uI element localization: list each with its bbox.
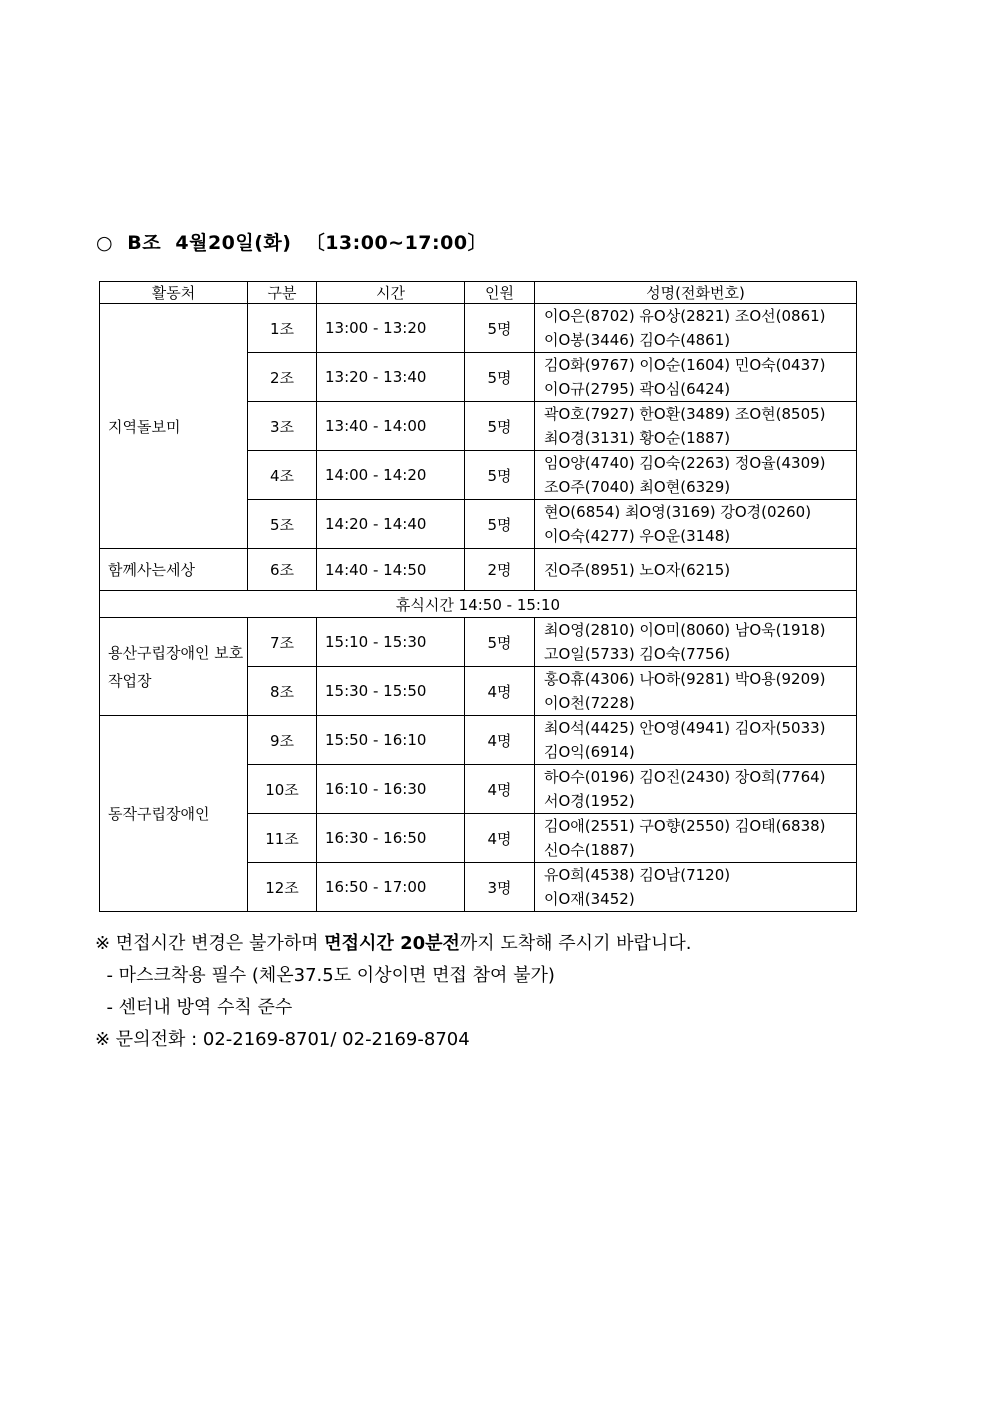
time-cell: 15:10 - 15:30 [317, 618, 465, 667]
names-line: 홍O휴(4306) 나O하(9281) 박O용(9209) [544, 670, 826, 688]
time-cell: 14:00 - 14:20 [317, 451, 465, 500]
time-cell: 13:20 - 13:40 [317, 353, 465, 402]
group-cell: 1조 [248, 304, 317, 353]
names-line: 서O경(1952) [544, 792, 635, 810]
names-line: 조O주(7040) 최O현(6329) [544, 478, 731, 496]
group-cell: 4조 [248, 451, 317, 500]
names-line: 곽O호(7927) 한O환(3489) 조O현(8505) [544, 405, 826, 423]
header-count: 인원 [465, 282, 535, 304]
count-cell: 4명 [465, 814, 535, 863]
time-cell: 16:30 - 16:50 [317, 814, 465, 863]
names-line: 이O천(7228) [544, 694, 635, 712]
break-time: 휴식시간 14:50 - 15:10 [100, 591, 857, 618]
names-line: 이O재(3452) [544, 890, 635, 908]
names-cell [535, 402, 857, 451]
group-cell: 6조 [248, 549, 317, 591]
count-cell: 5명 [465, 304, 535, 353]
names-cell [535, 304, 857, 353]
time-cell: 15:30 - 15:50 [317, 667, 465, 716]
names-cell [535, 863, 857, 912]
count-cell: 5명 [465, 353, 535, 402]
names-line: 임O양(4740) 김O숙(2263) 정O율(4309) [544, 454, 826, 472]
names-cell [535, 618, 857, 667]
table-row [100, 618, 857, 667]
place-cell: 함께사는세상 [100, 549, 248, 591]
count-cell: 5명 [465, 402, 535, 451]
header-names: 성명(전화번호) [535, 282, 857, 304]
names-cell [535, 814, 857, 863]
group-cell: 12조 [248, 863, 317, 912]
schedule-table [99, 281, 857, 912]
header-time: 시간 [317, 282, 465, 304]
group-cell: 11조 [248, 814, 317, 863]
names-line: 김O화(9767) 이O순(1604) 민O숙(0437) [544, 356, 826, 374]
names-cell [535, 765, 857, 814]
time-cell: 13:00 - 13:20 [317, 304, 465, 353]
table-row [100, 716, 857, 765]
time-cell: 16:50 - 17:00 [317, 863, 465, 912]
count-cell: 4명 [465, 667, 535, 716]
names-line: 김O익(6914) [544, 743, 635, 761]
note-interview-time: ※ 면접시간 변경은 불가하며 면접시간 20분전까지 도착해 주시기 바랍니다. [95, 933, 692, 954]
names-cell: 진O주(8951) 노O자(6215) [535, 549, 857, 591]
table-row [100, 304, 857, 353]
time-cell: 13:40 - 14:00 [317, 402, 465, 451]
count-cell: 2명 [465, 549, 535, 591]
table-row [100, 549, 857, 591]
names-cell [535, 667, 857, 716]
names-line: 유O희(4538) 김O남(7120) [544, 866, 731, 884]
place-cell: 동작구립장애인 [100, 716, 248, 912]
names-cell [535, 353, 857, 402]
count-cell: 5명 [465, 500, 535, 549]
names-line: 최O석(4425) 안O영(4941) 김O자(5033) [544, 719, 826, 737]
note-quarantine: - 센터내 방역 수칙 준수 [95, 997, 293, 1018]
group-cell: 3조 [248, 402, 317, 451]
names-cell [535, 451, 857, 500]
place-cell: 용산구립장애인 보호작업장 [100, 618, 248, 716]
group-cell: 2조 [248, 353, 317, 402]
names-line: 이O은(8702) 유O상(2821) 조O선(0861) [544, 307, 826, 325]
break-row [100, 591, 857, 618]
table-header [100, 282, 857, 304]
names-line: 신O수(1887) [544, 841, 635, 859]
notes-section [95, 928, 691, 1056]
names-line: 이O규(2795) 곽O심(6424) [544, 380, 731, 398]
group-cell: 7조 [248, 618, 317, 667]
names-line: 이O숙(4277) 우O운(3148) [544, 527, 731, 545]
group-cell: 9조 [248, 716, 317, 765]
names-line: 현O(6854) 최O영(3169) 강O경(0260) [544, 503, 812, 521]
place-cell: 지역돌보미 [100, 304, 248, 549]
note-mask: - 마스크착용 필수 (체온37.5도 이상이면 면접 참여 불가) [95, 965, 555, 986]
time-cell: 14:20 - 14:40 [317, 500, 465, 549]
names-line: 김O애(2551) 구O향(2550) 김O태(6838) [544, 817, 826, 835]
names-cell [535, 716, 857, 765]
count-cell: 3명 [465, 863, 535, 912]
time-cell: 14:40 - 14:50 [317, 549, 465, 591]
names-line: 고O일(5733) 김O숙(7756) [544, 645, 731, 663]
names-cell [535, 500, 857, 549]
group-cell: 10조 [248, 765, 317, 814]
count-cell: 5명 [465, 451, 535, 500]
count-cell: 4명 [465, 765, 535, 814]
note-emphasis: 면접시간 20분전 [324, 933, 460, 954]
names-line: 최O경(3131) 황O순(1887) [544, 429, 731, 447]
names-line: 최O영(2810) 이O미(8060) 남O욱(1918) [544, 621, 826, 639]
header-group: 구분 [248, 282, 317, 304]
note-contact: ※ 문의전화 : 02-2169-8701/ 02-2169-8704 [95, 1029, 470, 1050]
header-place: 활동처 [100, 282, 248, 304]
names-line: 이O봉(3446) 김O수(4861) [544, 331, 731, 349]
count-cell: 5명 [465, 618, 535, 667]
group-cell: 5조 [248, 500, 317, 549]
count-cell: 4명 [465, 716, 535, 765]
time-cell: 15:50 - 16:10 [317, 716, 465, 765]
names-line: 하O수(0196) 김O진(2430) 장O희(7764) [544, 768, 826, 786]
time-cell: 16:10 - 16:30 [317, 765, 465, 814]
schedule-title: ○ B조 4월20일(화) 〔13:00∼17:00〕 [96, 232, 488, 254]
group-cell: 8조 [248, 667, 317, 716]
